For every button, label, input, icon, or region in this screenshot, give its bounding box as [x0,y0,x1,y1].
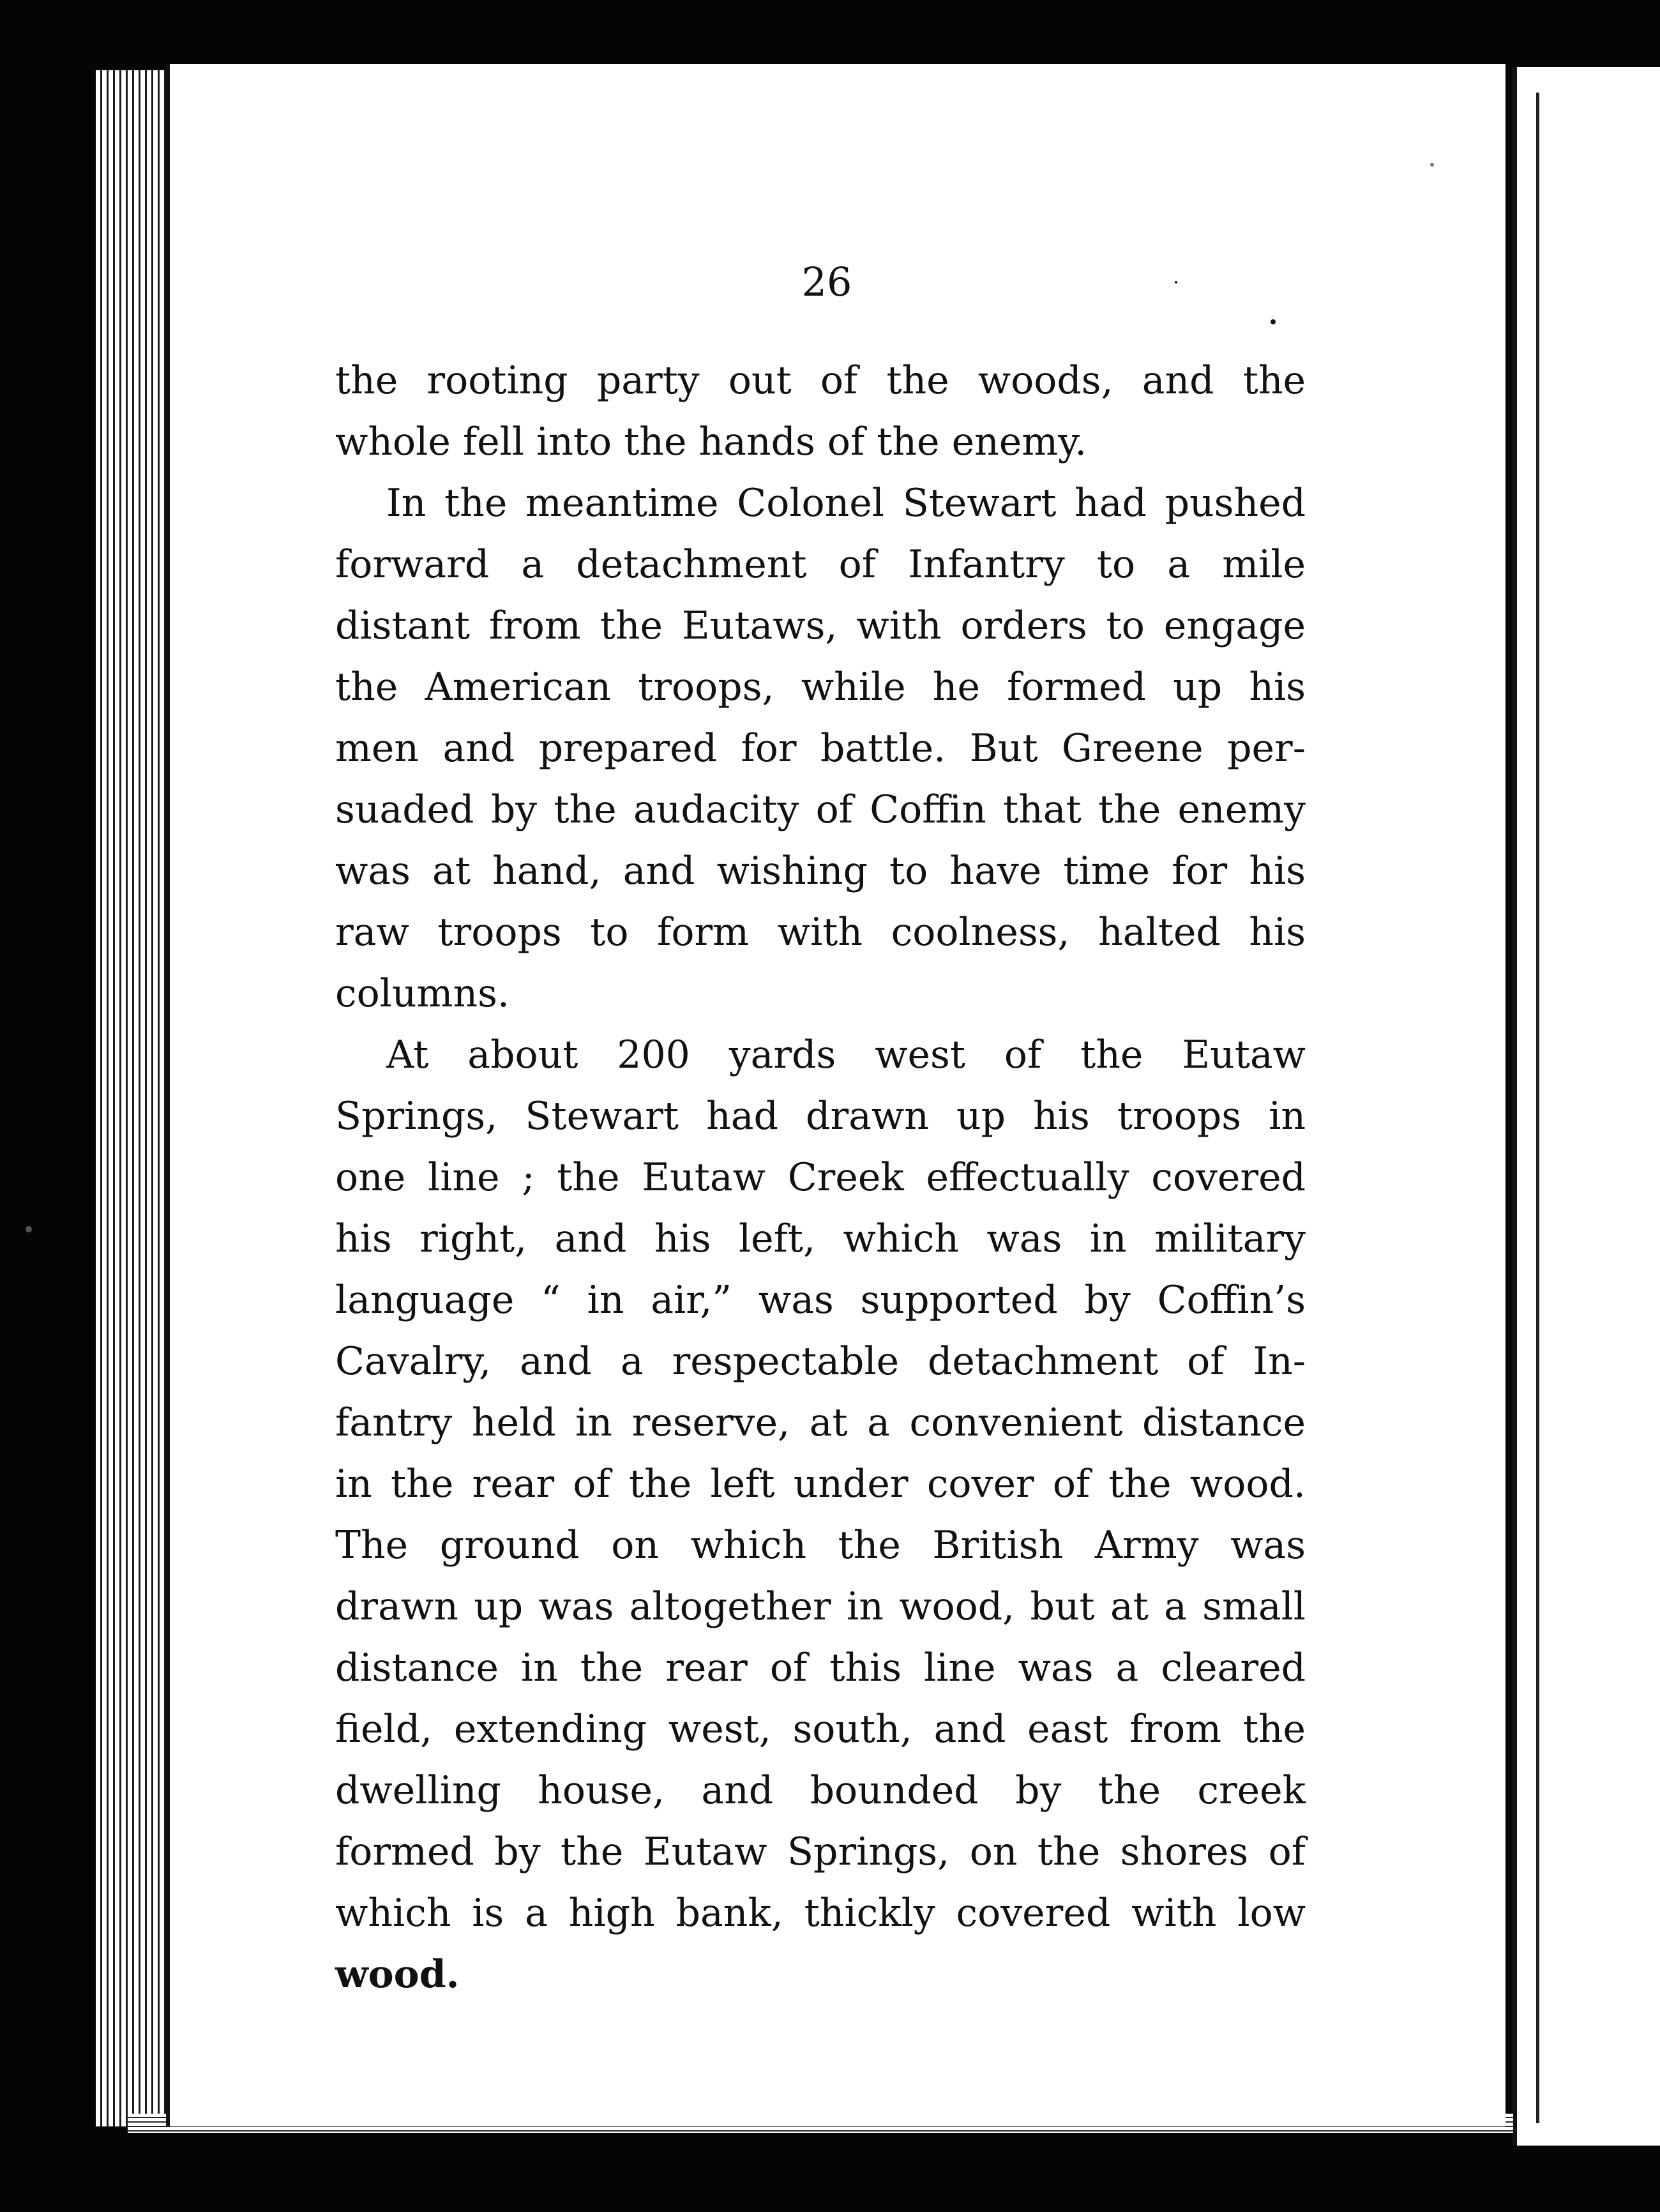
text-line: columns. [335,971,509,1016]
text-line: which is a high bank, thickly covered with low [335,1891,1306,1936]
text-line: forward a detachment of Infantry to a mile [335,542,1306,587]
scan-speck [1175,281,1177,284]
text-line: raw troops to form with coolness, halted his [335,910,1306,955]
text-line: whole fell into the hands of the enemy. [335,420,1087,464]
text-line: The ground on which the British Army was [335,1523,1306,1568]
scan-speck [1271,319,1276,324]
text-line: suaded by the audacity of Coffin that the enemy [335,787,1306,832]
text-line: At about 200 yards west of the Eutaw [386,1033,1306,1077]
text-line: the rooting party out of the woods, and the [335,358,1306,403]
text-line: fantry held in reserve, at a convenient distance [335,1400,1306,1445]
text-line: one line ; the Eutaw Creek effectually covered [335,1155,1306,1200]
text-line: drawn up was altogether in wood, but at a small [335,1584,1306,1629]
scan-speck [26,1226,32,1232]
scan-speck [1430,163,1434,167]
text-line: distance in the rear of this line was a cleared [335,1646,1306,1690]
text-line: field, extending west, south, and east from the [335,1707,1306,1752]
text-line: formed by the Eutaw Springs, on the shores of [335,1829,1306,1874]
text-line: Springs, Stewart had drawn up his troops in [335,1094,1306,1139]
adjacent-page-gutter-line [1536,93,1539,2123]
text-line: the American troops, while he formed up his [335,665,1306,709]
text-line: was at hand, and wishing to have time for his [335,849,1306,893]
text-line: his right, and his left, which was in military [335,1216,1306,1261]
text-line: distant from the Eutaws, with orders to engage [335,603,1306,648]
adjacent-page-strip [1512,67,1660,2146]
page-number: 26 [801,259,852,305]
body-text [335,350,1306,2005]
text-line: men and prepared for battle. But Greene per- [335,726,1306,771]
left-page-edges [96,70,172,2126]
text-line: dwelling house, and bounded by the creek [335,1768,1306,1813]
text-line: language “ in air,” was supported by Coffin’s [335,1278,1306,1322]
text-line: in the rear of the left under cover of the wood. [335,1462,1306,1506]
text-line: Cavalry, and a respectable detachment of In- [335,1339,1306,1384]
text-line: wood. [335,1952,460,1997]
text-line: In the meantime Colonel Stewart had pushed [386,481,1306,526]
